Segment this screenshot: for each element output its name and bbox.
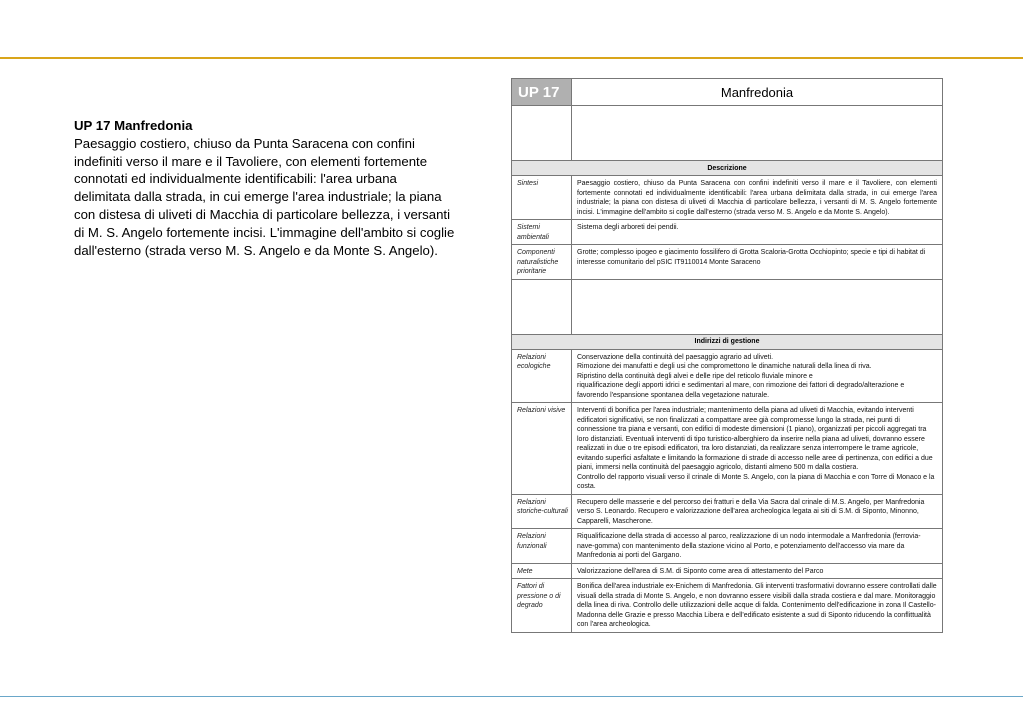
table-row-relazioni-visive xyxy=(512,403,943,495)
row-value: Valorizzazione dell'area di S.M. di Siponto come area di attestamento del Parco xyxy=(572,563,943,579)
row-label: Sistemi ambientali xyxy=(512,220,572,245)
row-label: Relazioni storiche-culturali xyxy=(512,494,572,529)
table-row-mete xyxy=(512,563,943,579)
row-label: Relazioni ecologiche xyxy=(512,349,572,403)
bottom-divider-line xyxy=(0,696,1023,697)
top-divider-line xyxy=(0,57,1023,59)
blank-cell-left xyxy=(512,279,572,334)
table-row-relazioni-ecologiche xyxy=(512,349,943,403)
row-value: Paesaggio costiero, chiuso da Punta Saracena con confini indefiniti verso il mare e il Tavoliere, con elementi fortemente connotati ed individualmente identificabili: l'area urbana delimitata dalla strada, in cui emerge l'area industriale; la piana con distesa di uliveti di Macchia di particolare bellezza, i versanti di M. S. Angelo fortemente incisi. L'immagine dell'ambito si coglie dall'esterno (strada verso M. S. Angelo e da Monte S. Angelo). xyxy=(572,176,943,220)
row-label: Relazioni visive xyxy=(512,403,572,495)
unit-code: UP 17 xyxy=(512,79,572,106)
table-row-componenti-naturalistiche xyxy=(512,245,943,280)
row-label: Componenti naturalistiche prioritarie xyxy=(512,245,572,280)
table-row-sistemi-ambientali xyxy=(512,220,943,245)
table-header-row xyxy=(512,79,943,106)
row-value: Grotte; complesso ipogeo e giacimento fossilifero di Grotta Scaloria-Grotta Occhiopinto; specie e tipi di habitat di interesse comunitario del pSIC IT9110014 Monte Saraceno xyxy=(572,245,943,280)
unit-summary-body: Paesaggio costiero, chiuso da Punta Saracena con confini indefiniti verso il mare e il Tavoliere, con elementi fortemente connotati ed individualmente identificabili: l'area urbana delimitata dalla strada, in cui emerge l'area industriale; la piana con distesa di uliveti di Macchia di particolare bellezza, i versanti di M. S. Angelo fortemente incisi. L'immagine dell'ambito si coglie dall'esterno (strada verso M. S. Angelo e da Monte S. Angelo). xyxy=(74,135,455,258)
section-title-indirizzi: Indirizzi di gestione xyxy=(512,334,943,349)
row-value: Conservazione della continuità del paesaggio agrario ad uliveti. Rimozione dei manufatti e degli usi che compromettono le dinamiche naturali della linea di riva. Ripristino della continuità degli alvei e delle ripe del reticolo fluviale minore e riqualificazione degli apporti idrici e sedimentari al mare, con rimozione dei fattori di degrado/alterazione e favorendo l'espansione spontanea della vegetazione naturale. xyxy=(572,349,943,403)
unit-summary xyxy=(74,117,456,259)
section-title-descrizione: Descrizione xyxy=(512,161,943,176)
section-header-indirizzi xyxy=(512,334,943,349)
table-row-fattori-pressione xyxy=(512,579,943,633)
row-value: Bonifica dell'area industriale ex-Enichem di Manfredonia. Gli interventi trasformativi dovranno essere controllati dalle visuali della strada di Monte S. Angelo, e non dovranno essere visibili dalla strada costiera e dal mare. Monitoraggio della linea di riva. Controllo delle utilizzazioni delle acque di falda. Contenimento dell'edificazione in zona Il Castello- Madonna delle Grazie e presso Macchia Libera e dell'edificato esistente a sud di Siponto riducendo la conflittualità con l'area archeologica. xyxy=(572,579,943,633)
unit-sheet-table xyxy=(511,78,943,633)
section-header-descrizione xyxy=(512,161,943,176)
table-row-relazioni-storiche xyxy=(512,494,943,529)
blank-spacer-row xyxy=(512,279,943,334)
row-value: Interventi di bonifica per l'area industriale; mantenimento della piana ad uliveti di Macchia, evitando interventi edificatori significativi, se non finalizzati a compattare aree già compromesse lungo la strada, nei punti di connessione tra piana e versanti, con edifici di modeste dimensioni (1 piano), organizzati per piccoli aggregati tra loro distanziati. Eventuali interventi di tipo turistico-alberghiero da inserire nella piana ad uliveti, dovranno essere realizzati in due o tre episodi edificatori, tra loro distanziati, da realizzare senza interrompere le trame agricole, evitando superfici asfaltate e limitando la formazione di strade di accesso nelle aree di pertinenza, con edifici a due piani, immersi nella continuità del paesaggio agricolo, distanti almeno 500 m dalla costiera. Controllo del rapporto visuali verso il crinale di Monte S. Angelo, con la piana di Macchia e con Torre di Monaco e la costa. xyxy=(572,403,943,495)
unit-summary-title: UP 17 Manfredonia xyxy=(74,118,193,133)
row-label: Relazioni funzionali xyxy=(512,529,572,564)
table-row-relazioni-funzionali xyxy=(512,529,943,564)
row-label: Mete xyxy=(512,563,572,579)
row-label: Fattori di pressione o di degrado xyxy=(512,579,572,633)
blank-image-row xyxy=(512,106,943,161)
row-label: Sintesi xyxy=(512,176,572,220)
blank-cell-right xyxy=(572,106,943,161)
row-value: Sistema degli arboreti dei pendii. xyxy=(572,220,943,245)
row-value: Riqualificazione della strada di accesso al parco, realizzazione di un nodo intermodale a Manfredonia (ferrovia-nave-gomma) con mantenimento della stazione vicino al Porto, e potenziamento dell'accesso via mare da Manfredonia ai porti del Gargano. xyxy=(572,529,943,564)
row-value: Recupero delle masserie e del percorso dei fratturi e della Via Sacra dal crinale di M.S. Angelo, per Manfredonia verso S. Leonardo. Recupero e valorizzazione dell'area archeologica legata ai siti di S.M. di Siponto, Minonno, Capparelli, Mascherone. xyxy=(572,494,943,529)
unit-name: Manfredonia xyxy=(572,79,943,106)
table-row-sintesi xyxy=(512,176,943,220)
blank-cell-left xyxy=(512,106,572,161)
blank-cell-right xyxy=(572,279,943,334)
